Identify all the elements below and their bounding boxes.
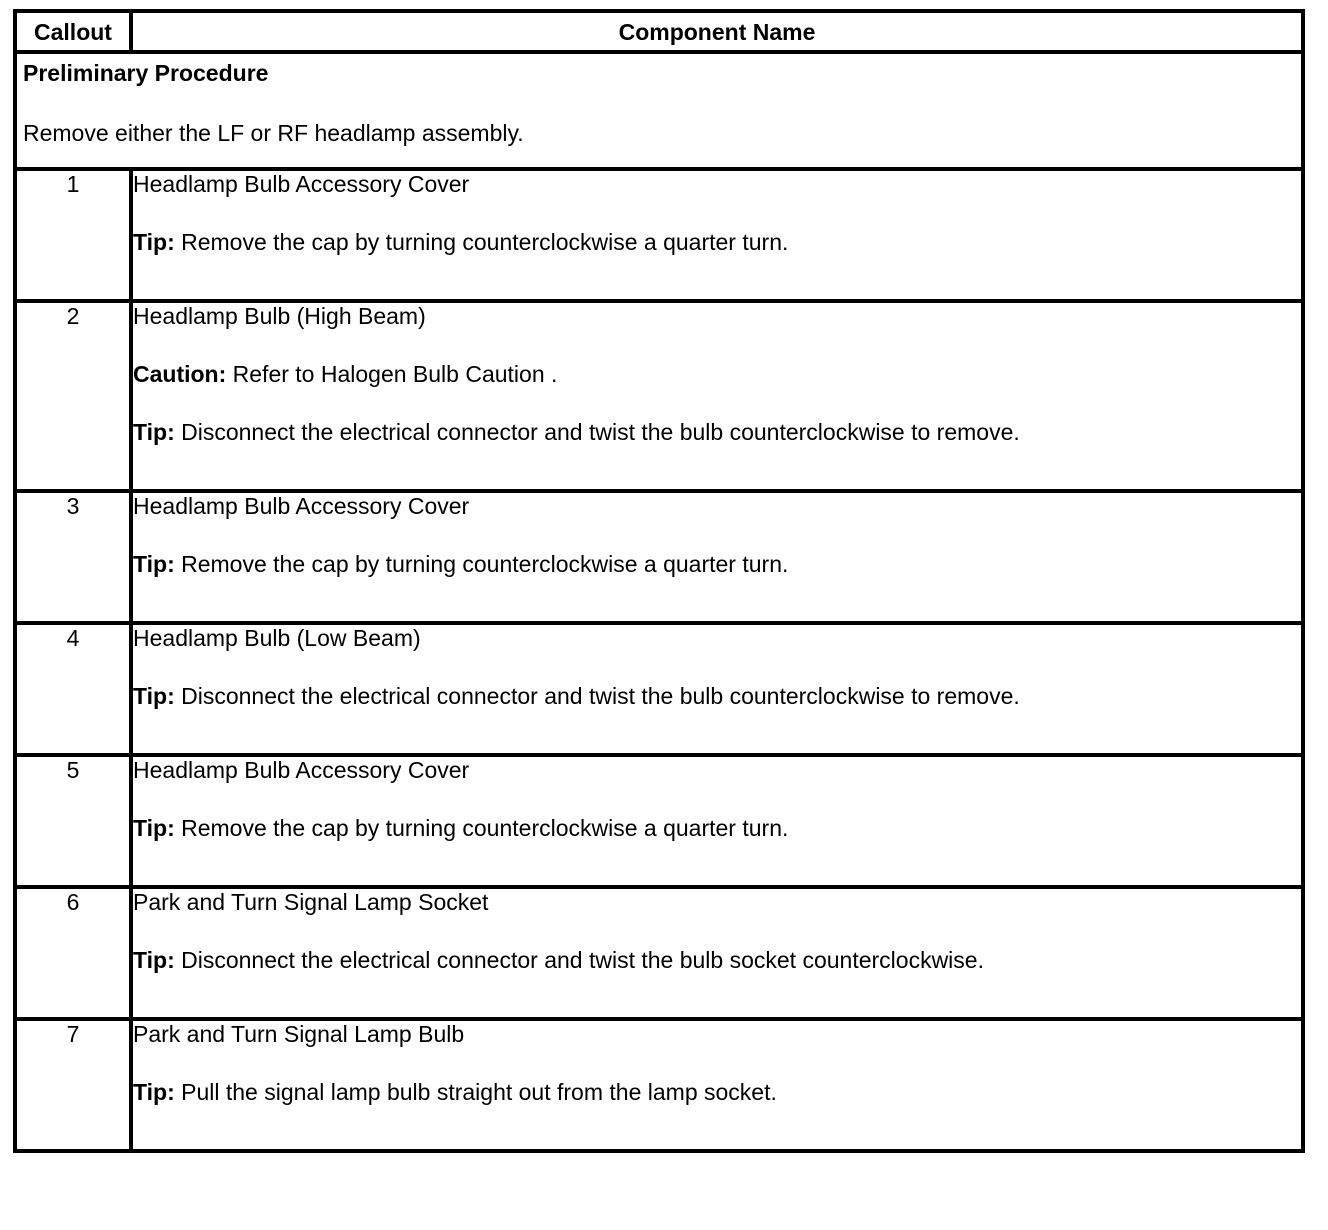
component-name: Headlamp Bulb Accessory Cover (133, 171, 470, 197)
callout-number: 7 (15, 1019, 131, 1151)
table-row (15, 169, 1303, 301)
tip-label: Tip: (133, 947, 175, 973)
component-cell (131, 301, 1303, 491)
component-cell (131, 623, 1303, 755)
preliminary-procedure-cell (15, 52, 1303, 169)
tip-text: Pull the signal lamp bulb straight out from the lamp socket. (174, 1079, 777, 1105)
procedure-table (13, 9, 1305, 1153)
component-cell (131, 1019, 1303, 1151)
caution-note (133, 361, 1301, 388)
component-name-column-header: Component Name (131, 11, 1303, 52)
component-name: Headlamp Bulb (High Beam) (133, 303, 426, 329)
tip-label: Tip: (133, 229, 175, 255)
callout-number: 4 (15, 623, 131, 755)
component-cell (131, 755, 1303, 887)
component-name: Headlamp Bulb (Low Beam) (133, 625, 421, 651)
tip-text: Disconnect the electrical connector and twist the bulb counterclockwise to remove. (174, 683, 1020, 709)
tip-text: Disconnect the electrical connector and twist the bulb socket counterclockwise. (174, 947, 984, 973)
table-row (15, 301, 1303, 491)
component-name: Headlamp Bulb Accessory Cover (133, 493, 470, 519)
component-cell (131, 169, 1303, 301)
table-row (15, 887, 1303, 1019)
tip-label: Tip: (133, 419, 175, 445)
preliminary-procedure-row (15, 52, 1303, 169)
table-row (15, 1019, 1303, 1151)
tip-text: Remove the cap by turning counterclockwise a quarter turn. (174, 229, 789, 255)
callout-number: 2 (15, 301, 131, 491)
component-cell (131, 491, 1303, 623)
callout-number: 1 (15, 169, 131, 301)
tip-note (133, 815, 1301, 842)
caution-label: Caution: (133, 361, 227, 387)
tip-note (133, 1079, 1301, 1106)
tip-note (133, 229, 1301, 256)
tip-label: Tip: (133, 815, 175, 841)
tip-label: Tip: (133, 683, 175, 709)
caution-text: Refer to Halogen Bulb Caution . (226, 361, 558, 387)
tip-note (133, 947, 1301, 974)
table-header-row (15, 11, 1303, 52)
tip-note (133, 551, 1301, 578)
table-row (15, 491, 1303, 623)
preliminary-procedure-title: Preliminary Procedure (23, 60, 269, 86)
tip-label: Tip: (133, 1079, 175, 1105)
callout-number: 3 (15, 491, 131, 623)
component-cell (131, 887, 1303, 1019)
preliminary-procedure-text: Remove either the LF or RF headlamp assembly. (23, 120, 524, 146)
tip-note (133, 683, 1301, 710)
tip-label: Tip: (133, 551, 175, 577)
component-name: Park and Turn Signal Lamp Socket (133, 889, 489, 915)
table-row (15, 755, 1303, 887)
tip-text: Remove the cap by turning counterclockwise a quarter turn. (174, 551, 789, 577)
component-name: Headlamp Bulb Accessory Cover (133, 757, 470, 783)
callout-number: 6 (15, 887, 131, 1019)
tip-text: Remove the cap by turning counterclockwise a quarter turn. (174, 815, 789, 841)
tip-note (133, 419, 1301, 446)
component-name: Park and Turn Signal Lamp Bulb (133, 1021, 465, 1047)
callout-column-header: Callout (15, 11, 131, 52)
table-row (15, 623, 1303, 755)
callout-number: 5 (15, 755, 131, 887)
tip-text: Disconnect the electrical connector and twist the bulb counterclockwise to remove. (174, 419, 1020, 445)
